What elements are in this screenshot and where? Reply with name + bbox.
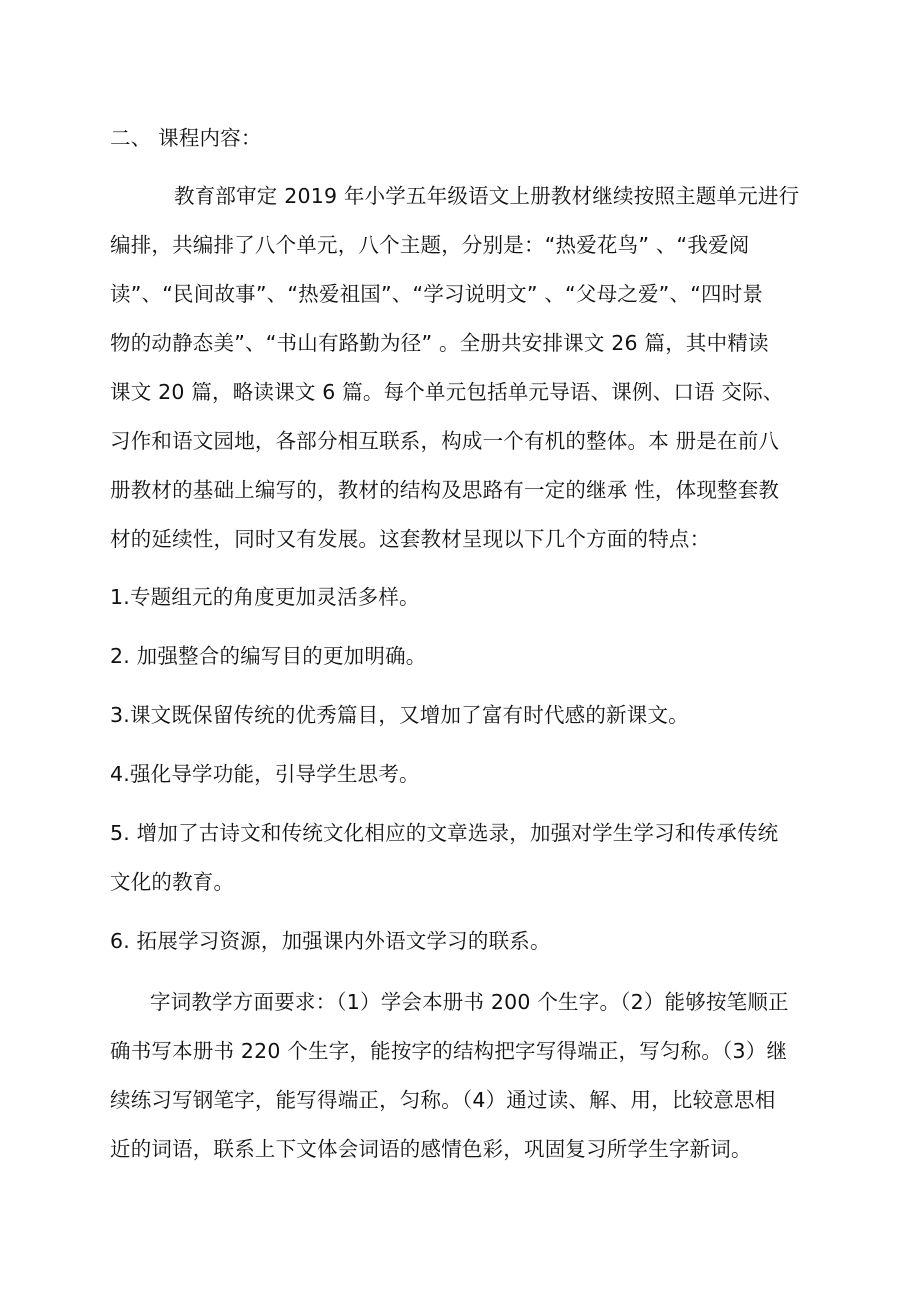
list-item-4: 4.强化导学功能，引导学生思考。 [110,762,420,786]
paragraph-1-line-6: 习作和语文园地，各部分相互联系，构成一个有机的整体。本 册是在前八 [110,429,780,453]
list-item-2: 2. 加强整合的编写目的更加明确。 [110,644,427,668]
paragraph-1-line-4: 物的动静态美”、“书山有路勤为径” 。全册共安排课文 26 篇，其中精读 [110,331,769,355]
paragraph-2-line-4: 近的词语，联系上下文体会词语的感情色彩，巩固复习所学生字新词。 [110,1137,752,1161]
paragraph-2-line-3: 续练习写钢笔字，能写得端正，匀称。（4）通过读、解、用，比较意思相 [110,1088,776,1112]
section-heading: 二、 课程内容： [110,126,262,150]
list-item-6: 6. 拓展学习资源，加强课内外语文学习的联系。 [110,929,551,953]
list-item-5-line-1: 5. 增加了古诗文和传统文化相应的文章选录，加强对学生学习和传承传统 [110,821,779,845]
paragraph-2-line-2: 确书写本册书 220 个生字，能按字的结构把字写得端正，写匀称。（3）继 [110,1039,788,1063]
paragraph-1-line-8: 材的延续性，同时又有发展。这套教材呈现以下几个方面的特点： [110,527,711,551]
paragraph-1-line-1: 教育部审定 2019 年小学五年级语文上册教材继续按照主题单元进行 [174,184,800,208]
list-item-1: 1.专题组元的角度更加灵活多样。 [110,585,420,609]
paragraph-2-line-1: 字词教学方面要求：（1）学会本册书 200 个生字。（2）能够按笔顺正 [150,990,789,1014]
paragraph-1-line-3: 读”、“民间故事”、“热爱祖国”、“学习说明文” 、“父母之爱”、“四时景 [110,282,764,306]
list-item-5-line-2: 文化的教育。 [110,870,235,894]
paragraph-1-line-7: 册教材的基础上编写的，教材的结构及思路有一定的继承 性，体现整套教 [110,478,780,502]
paragraph-1-line-5: 课文 20 篇，略读课文 6 篇。每个单元包括单元导语、课例、口语 交际、 [110,380,784,404]
paragraph-1-line-2: 编排，共编排了八个单元，八个主题，分别是：“热爱花鸟” 、“我爱阅 [110,233,750,257]
list-item-3: 3.课文既保留传统的优秀篇目，又增加了富有时代感的新课文。 [110,703,689,727]
